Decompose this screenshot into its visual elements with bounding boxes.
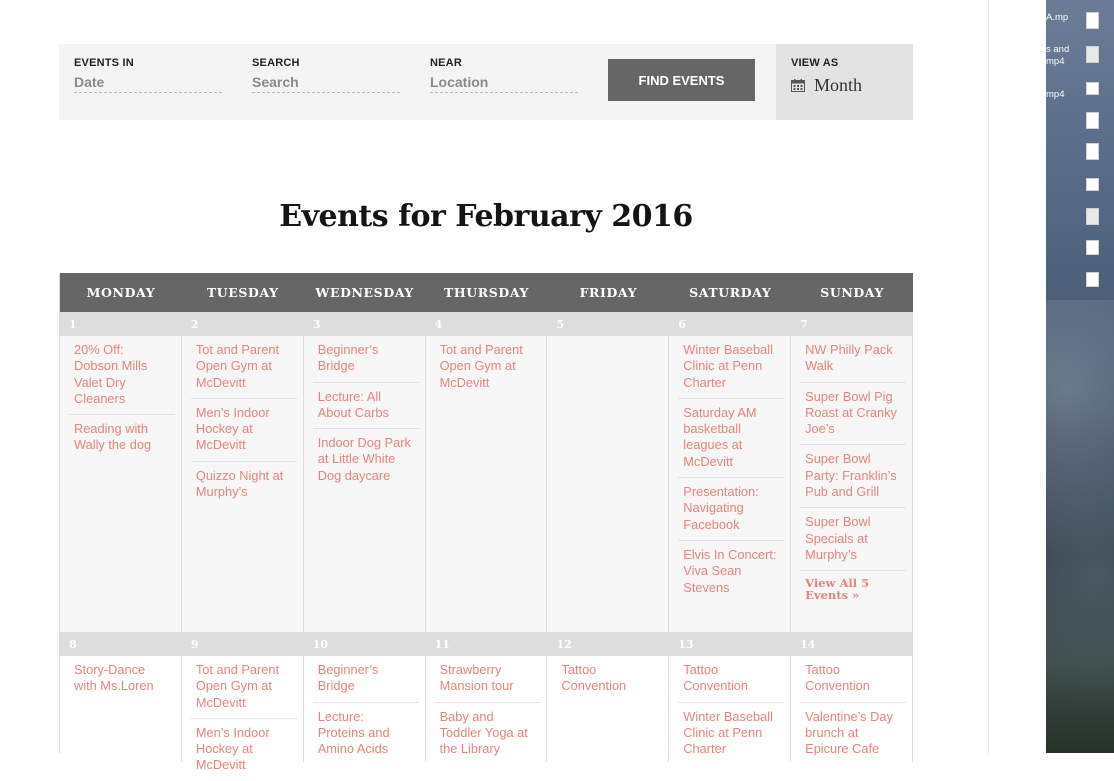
weekday-header: SATURDAY [689, 285, 772, 300]
day-number[interactable]: 7 [791, 312, 912, 336]
event-link[interactable]: Strawberry Mansion tour [435, 662, 541, 703]
month-calendar [59, 273, 913, 773]
event-link[interactable]: Beginner’s Bridge [313, 662, 419, 703]
day-number[interactable]: 11 [426, 632, 547, 656]
event-list [669, 656, 790, 764]
event-list [182, 336, 303, 507]
event-link[interactable]: Baby and Toddler Yoga at the Library [439, 708, 528, 757]
event-link[interactable]: Super Bowl Pig Roast at Cranky Joe’s [800, 389, 906, 446]
event-list [547, 656, 668, 702]
event-link[interactable]: Men’s Indoor Hockey at McDevitt [191, 405, 297, 462]
desktop-file-label: mp4 [1046, 56, 1065, 67]
screenshot-file-icon[interactable] [1086, 272, 1099, 287]
day-number[interactable]: 2 [182, 312, 303, 336]
event-link[interactable]: Winter Baseball Clinic at Penn Charter [678, 342, 784, 399]
event-link[interactable]: Tot and Parent Open Gym at McDevitt [191, 662, 297, 719]
day-cell [547, 632, 669, 762]
view-as-panel [776, 44, 913, 120]
desktop-file-label: A.mp [1046, 12, 1069, 23]
day-cell [426, 632, 548, 762]
desktop-background [1046, 0, 1114, 753]
event-list [60, 336, 181, 461]
day-number[interactable]: 9 [182, 632, 303, 656]
day-cell [60, 632, 182, 762]
day-number[interactable]: 14 [791, 632, 912, 656]
event-list [426, 336, 547, 398]
event-list [791, 336, 912, 601]
screenshot-file-icon[interactable] [1086, 178, 1099, 191]
desktop-file-label: s and [1046, 44, 1070, 55]
event-link[interactable]: Saturday AM basketball leagues at McDevitt [678, 405, 784, 478]
day-cell [791, 312, 913, 632]
day-cell [791, 632, 913, 762]
day-cell [304, 312, 426, 632]
day-cell [547, 312, 669, 632]
weekday-header: MONDAY [86, 285, 156, 300]
event-list [304, 336, 425, 491]
date-input[interactable] [74, 74, 222, 93]
event-list [60, 656, 181, 702]
search-field [252, 57, 400, 93]
event-filter-bar [59, 44, 913, 120]
day-cell [669, 632, 791, 762]
event-list [669, 336, 790, 603]
day-cell [426, 312, 548, 632]
day-cell [182, 312, 304, 632]
document-icon[interactable] [1086, 143, 1099, 160]
event-link[interactable]: Indoor Dog Park at Little White Dog daycare [317, 435, 411, 483]
events-in-label: EVENTS IN [74, 57, 134, 69]
event-link[interactable]: Beginner’s Bridge [313, 342, 419, 383]
event-link[interactable]: Men’s Indoor Hockey at McDevitt [195, 724, 270, 773]
day-number[interactable]: 5 [547, 312, 668, 336]
weekday-header: THURSDAY [443, 285, 530, 300]
event-link[interactable]: Elvis In Concert: Viva Sean Stevens [683, 546, 777, 595]
view-as-label: VIEW AS [791, 57, 839, 69]
event-list [182, 656, 303, 781]
near-field [430, 57, 578, 93]
calendar-header [60, 273, 913, 312]
view-as-selector[interactable] [791, 75, 913, 96]
day-number[interactable]: 12 [547, 632, 668, 656]
event-link[interactable]: Tot and Parent Open Gym at McDevitt [191, 342, 297, 399]
document-icon[interactable] [1086, 12, 1099, 29]
view-as-value: Month [814, 75, 863, 95]
find-events-button[interactable]: FIND EVENTS [608, 59, 755, 101]
day-number[interactable]: 8 [60, 632, 181, 656]
event-link[interactable]: Quizzo Night at Murphy’s [195, 467, 284, 500]
document-icon[interactable] [1086, 112, 1099, 129]
location-input[interactable] [430, 74, 578, 93]
weekday-header: FRIDAY [579, 285, 638, 300]
view-all-events-link[interactable]: View All 5 Events » [805, 576, 870, 603]
search-label: SEARCH [252, 57, 300, 69]
event-link[interactable]: Tattoo Convention [800, 662, 906, 703]
week-row [60, 312, 913, 632]
event-link[interactable]: Presentation: Navigating Facebook [678, 484, 784, 541]
event-link[interactable]: 20% Off: Dobson Mills Valet Dry Cleaners [69, 342, 175, 415]
day-cell [182, 632, 304, 773]
day-number[interactable]: 6 [669, 312, 790, 336]
weekday-header: WEDNESDAY [315, 285, 414, 300]
day-number[interactable]: 3 [304, 312, 425, 336]
event-list [791, 656, 912, 764]
day-cell [60, 312, 182, 632]
event-link[interactable]: Winter Baseball Clinic at Penn Charter [683, 708, 773, 757]
day-number[interactable]: 10 [304, 632, 425, 656]
day-number[interactable]: 13 [669, 632, 790, 656]
screenshot-file-icon[interactable] [1086, 240, 1099, 255]
event-link[interactable]: NW Philly Pack Walk [800, 342, 906, 383]
event-link[interactable]: Story-Dance with Ms.Loren [74, 662, 154, 694]
screenshot-file-icon[interactable] [1086, 82, 1099, 95]
weekday-header: SUNDAY [820, 285, 884, 300]
calendar-icon [791, 79, 805, 92]
event-link[interactable]: Valentine’s Day brunch at Epicure Cafe [805, 708, 893, 757]
event-link[interactable]: Super Bowl Party: Franklin’s Pub and Grill [800, 451, 906, 508]
video-file-icon[interactable] [1086, 46, 1099, 63]
audio-file-icon[interactable] [1086, 208, 1099, 225]
event-link[interactable]: Tattoo Convention [561, 662, 627, 694]
near-label: NEAR [430, 57, 462, 69]
event-link[interactable]: Tot and Parent Open Gym at McDevitt [439, 342, 523, 390]
event-list [547, 336, 668, 342]
page-title: Events for February 2016 [279, 199, 693, 234]
event-link[interactable]: Tattoo Convention [678, 662, 784, 703]
event-link[interactable]: Super Bowl Specials at Murphy’s [800, 514, 906, 571]
day-cell [669, 312, 791, 632]
event-list [426, 656, 547, 764]
window-edge [988, 0, 1046, 753]
day-number[interactable]: 4 [426, 312, 547, 336]
day-number[interactable]: 1 [60, 312, 181, 336]
event-link[interactable]: Reading with Wally the dog [74, 421, 152, 453]
weekday-header: TUESDAY [206, 285, 279, 300]
desktop-file-label: mp4 [1046, 89, 1065, 100]
event-list [304, 656, 425, 764]
event-link[interactable]: Lecture: Proteins and Amino Acids [317, 708, 390, 757]
event-link[interactable]: Lecture: All About Carbs [313, 389, 419, 430]
day-cell [304, 632, 426, 762]
search-input[interactable] [252, 74, 400, 93]
events-in-field [74, 57, 222, 93]
week-row [60, 632, 913, 773]
